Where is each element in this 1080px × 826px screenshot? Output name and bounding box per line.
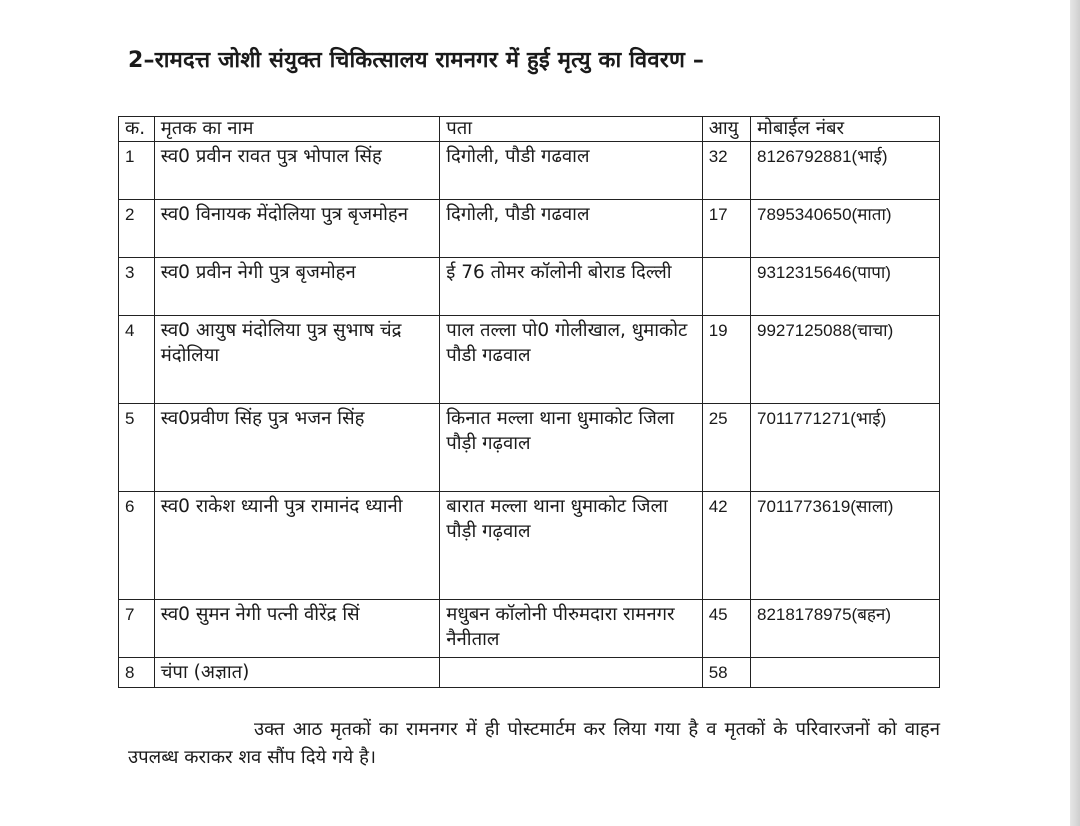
row-serial: 7 xyxy=(119,600,155,658)
row-age: 58 xyxy=(702,658,750,688)
row-serial: 4 xyxy=(119,316,155,404)
row-mobile: 9927125088(चाचा) xyxy=(750,316,939,404)
row-name: स्व0 सुमन नेगी पत्नी वीरेंद्र सिं xyxy=(154,600,440,658)
row-mobile: 7011773619(साला) xyxy=(750,492,939,600)
row-name: स्व0 विनायक मेंदोलिया पुत्र बृजमोहन xyxy=(154,200,440,258)
page-edge-shadow xyxy=(1070,0,1080,826)
row-serial: 3 xyxy=(119,258,155,316)
header-age: आयु xyxy=(702,117,750,142)
row-name: स्व0 आयुष मंदोलिया पुत्र सुभाष चंद्र मंदोलिया xyxy=(154,316,440,404)
table-row xyxy=(119,404,940,492)
row-name: स्व0 प्रवीन रावत पुत्र भोपाल सिंह xyxy=(154,142,440,200)
row-name: स्व0प्रवीण सिंह पुत्र भजन सिंह xyxy=(154,404,440,492)
table-row xyxy=(119,142,940,200)
row-age: 42 xyxy=(702,492,750,600)
row-serial: 1 xyxy=(119,142,155,200)
row-mobile: 7011771271(भाई) xyxy=(750,404,939,492)
header-name: मृतक का नाम xyxy=(154,117,440,142)
row-mobile: 9312315646(पापा) xyxy=(750,258,939,316)
row-name: स्व0 राकेश ध्यानी पुत्र रामानंद ध्यानी xyxy=(154,492,440,600)
row-age: 25 xyxy=(702,404,750,492)
row-mobile: 7895340650(माता) xyxy=(750,200,939,258)
table-row xyxy=(119,258,940,316)
footer-note: उक्त आठ मृतकों का रामनगर में ही पोस्टमार्टम कर लिया गया है व मृतकों के परिवारजनों को वाहन उपलब्ध कराकर शव सौंप दिये गये है। xyxy=(128,719,940,768)
row-serial: 2 xyxy=(119,200,155,258)
header-address: पता xyxy=(440,117,702,142)
header-serial: क. xyxy=(119,117,155,142)
deaths-table xyxy=(118,116,940,688)
row-age xyxy=(702,258,750,316)
table-header-row xyxy=(119,117,940,142)
table-row xyxy=(119,200,940,258)
row-serial: 6 xyxy=(119,492,155,600)
row-address: बारात मल्ला थाना धुमाकोट जिला पौड़ी गढ़वाल xyxy=(440,492,702,600)
row-address: ई 76 तोमर कॉलोनी बोराड दिल्ली xyxy=(440,258,702,316)
row-mobile: 8126792881(भाई) xyxy=(750,142,939,200)
row-address: दिगोली, पौडी गढवाल xyxy=(440,200,702,258)
row-address xyxy=(440,658,702,688)
row-name: स्व0 प्रवीन नेगी पुत्र बृजमोहन xyxy=(154,258,440,316)
table-row xyxy=(119,316,940,404)
page-title: 2–रामदत्त जोशी संयुक्त चिकित्सालय रामनगर में हुई मृत्यु का विवरण – xyxy=(128,48,705,73)
table-row xyxy=(119,492,940,600)
row-address: किनात मल्ला थाना धुमाकोट जिला पौड़ी गढ़वाल xyxy=(440,404,702,492)
row-mobile xyxy=(750,658,939,688)
row-serial: 8 xyxy=(119,658,155,688)
row-address: पाल तल्ला पो0 गोलीखाल, धुमाकोट पौडी गढवाल xyxy=(440,316,702,404)
row-age: 32 xyxy=(702,142,750,200)
header-mobile: मोबाईल नंबर xyxy=(750,117,939,142)
row-address: दिगोली, पौडी गढवाल xyxy=(440,142,702,200)
table-row xyxy=(119,600,940,658)
row-address: मधुबन कॉलोनी पीरुमदारा रामनगर नैनीताल xyxy=(440,600,702,658)
row-age: 17 xyxy=(702,200,750,258)
row-mobile: 8218178975(बहन) xyxy=(750,600,939,658)
row-name: चंपा (अज्ञात) xyxy=(154,658,440,688)
row-serial: 5 xyxy=(119,404,155,492)
table-row xyxy=(119,658,940,688)
row-age: 19 xyxy=(702,316,750,404)
row-age: 45 xyxy=(702,600,750,658)
